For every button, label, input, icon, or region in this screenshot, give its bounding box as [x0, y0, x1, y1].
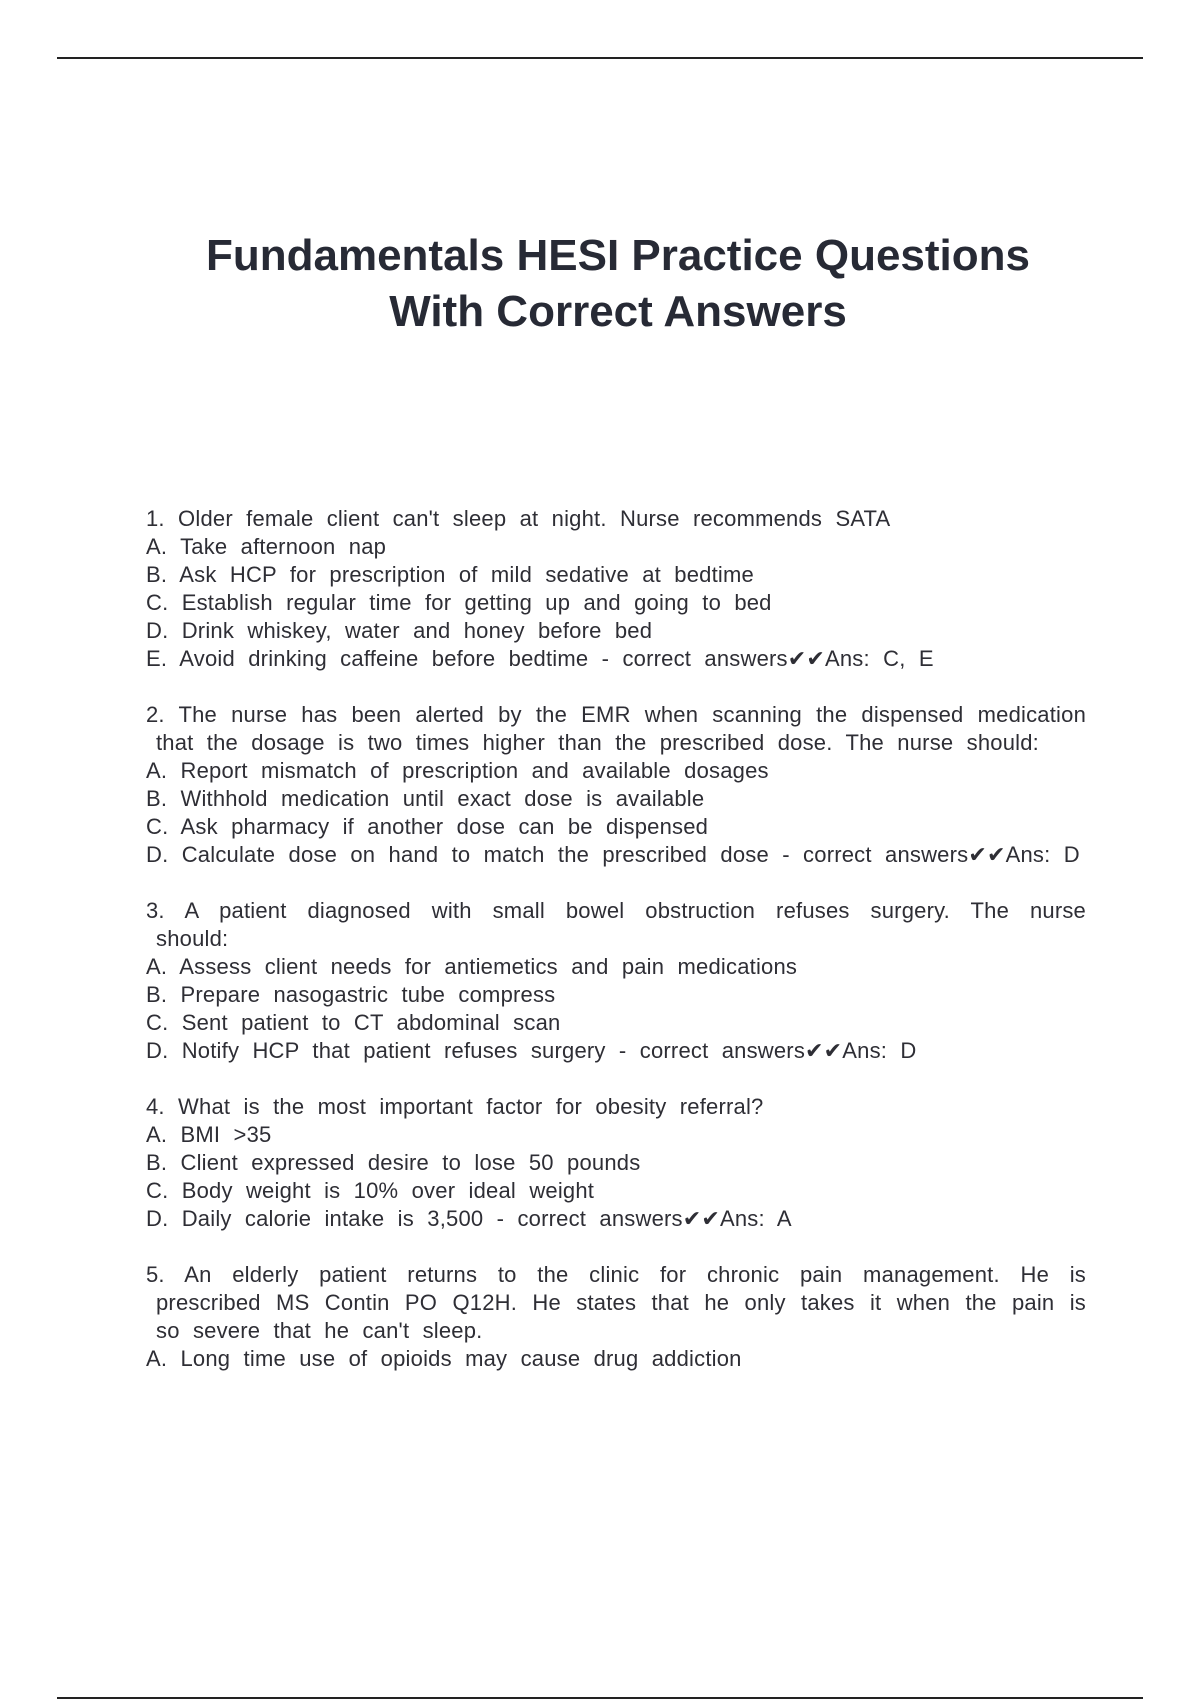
answer-option-b: B. Prepare nasogastric tube compress — [146, 982, 556, 1007]
question-stem: 2. The nurse has been alerted by the EMR when scanning the dispensed medication that the dosage is two times higher than the prescribed dose. The nurse should: — [146, 702, 1086, 755]
answer-option-d: D. Daily calorie intake is 3,500 - correct answers✔✔Ans: A — [146, 1206, 792, 1231]
title-line-1: Fundamentals HESI Practice Questions — [205, 231, 1030, 280]
answer-option-a: A. Assess client needs for antiemetics and pain medications — [146, 954, 798, 979]
answer-option-d: D. Notify HCP that patient refuses surgery - correct answers✔✔Ans: D — [146, 1038, 917, 1063]
document-title — [0, 228, 1200, 340]
answer-option-d: D. Drink whiskey, water and honey before bed — [146, 618, 653, 643]
question-5 — [146, 1261, 1086, 1373]
answer-option-a: A. Long time use of opioids may cause drug addiction — [146, 1346, 742, 1371]
question-stem: 4. What is the most important factor for obesity referral? — [146, 1094, 764, 1119]
answer-option-a: A. BMI >35 — [146, 1122, 272, 1147]
question-list — [146, 505, 1086, 1401]
question-4 — [146, 1093, 1086, 1233]
question-2 — [146, 701, 1086, 869]
question-stem: 1. Older female client can't sleep at night. Nurse recommends SATA — [146, 506, 891, 531]
answer-option-b: B. Client expressed desire to lose 50 pounds — [146, 1150, 641, 1175]
answer-option-c: C. Body weight is 10% over ideal weight — [146, 1178, 595, 1203]
bottom-rule — [57, 1697, 1143, 1699]
title-line-2: With Correct Answers — [389, 287, 847, 336]
top-rule — [57, 57, 1143, 59]
answer-option-a: A. Take afternoon nap — [146, 534, 387, 559]
answer-option-b: B. Withhold medication until exact dose is available — [146, 786, 705, 811]
question-3 — [146, 897, 1086, 1065]
answer-option-e: E. Avoid drinking caffeine before bedtime - correct answers✔✔Ans: C, E — [146, 646, 934, 671]
answer-option-b: B. Ask HCP for prescription of mild sedative at bedtime — [146, 562, 754, 587]
answer-option-c: C. Ask pharmacy if another dose can be dispensed — [146, 814, 709, 839]
answer-option-d: D. Calculate dose on hand to match the prescribed dose - correct answers✔✔Ans: D — [146, 842, 1080, 867]
question-stem: 3. A patient diagnosed with small bowel obstruction refuses surgery. The nurse should: — [146, 898, 1086, 951]
answer-option-c: C. Establish regular time for getting up and going to bed — [146, 590, 772, 615]
question-1 — [146, 505, 1086, 673]
answer-option-a: A. Report mismatch of prescription and available dosages — [146, 758, 769, 783]
answer-option-c: C. Sent patient to CT abdominal scan — [146, 1010, 561, 1035]
question-stem: 5. An elderly patient returns to the clinic for chronic pain management. He is prescribed MS Contin PO Q12H. He states that he only takes it when the pain is so severe that he can't sleep. — [146, 1262, 1086, 1343]
